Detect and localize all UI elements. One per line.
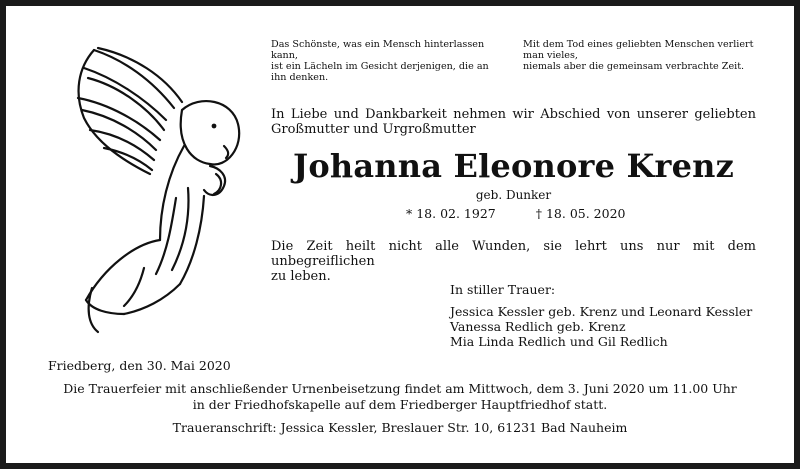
intro-text — [271, 107, 756, 137]
life-dates — [406, 206, 626, 221]
quote-right — [523, 39, 754, 72]
quote-left — [271, 39, 489, 83]
quote-left-line: kann, — [271, 50, 298, 61]
intro-line: Großmutter und Urgroßmutter — [271, 122, 476, 137]
mourner-name: Vanessa Redlich geb. Krenz — [450, 319, 626, 334]
death-date: † 18. 05. 2020 — [535, 206, 626, 221]
service-info — [6, 381, 794, 413]
verse-text — [271, 239, 756, 284]
maiden-name: geb. Dunker — [475, 188, 552, 202]
mourner-name: Jessica Kessler geb. Krenz und Leonard Kessler — [450, 304, 753, 319]
verse-line: zu leben. — [271, 269, 331, 284]
quote-left-line: ihn denken. — [271, 72, 329, 83]
intro-line: In Liebe und Dankbarkeit nehmen wir Abschied von unserer geliebten — [271, 107, 756, 122]
quote-right-line: man vieles, — [523, 50, 578, 61]
angel-icon — [64, 38, 244, 338]
mourners-label: In stiller Trauer: — [450, 282, 556, 297]
mourner-name: Mia Linda Redlich und Gil Redlich — [450, 334, 668, 349]
quote-left-line: ist ein Lächeln im Gesicht derjenigen, die an — [271, 61, 489, 72]
verse-line: Die Zeit heilt nicht alle Wunden, sie lehrt uns nur mit dem unbegreiflichen — [271, 239, 756, 269]
birth-date: * 18. 02. 1927 — [406, 206, 496, 221]
place-date: Friedberg, den 30. Mai 2020 — [48, 358, 231, 373]
mourning-address: Traueranschrift: Jessica Kessler, Breslauer Str. 10, 61231 Bad Nauheim — [172, 420, 628, 435]
quote-right-line: Mit dem Tod eines geliebten Menschen verliert — [523, 39, 754, 50]
mourners-block — [450, 282, 752, 349]
service-line: Die Trauerfeier mit anschließender Urnenbeisetzung findet am Mittwoch, dem 3. Juni 2020 um 11.00 Uhr — [63, 381, 737, 396]
service-line: in der Friedhofskapelle auf dem Friedberger Hauptfriedhof statt. — [192, 397, 608, 412]
deceased-name: Johanna Eleonore Krenz — [293, 147, 734, 185]
quote-left-line: Das Schönste, was ein Mensch hinterlassen — [271, 39, 485, 50]
quote-right-line: niemals aber die gemeinsam verbrachte Zeit. — [523, 61, 745, 72]
